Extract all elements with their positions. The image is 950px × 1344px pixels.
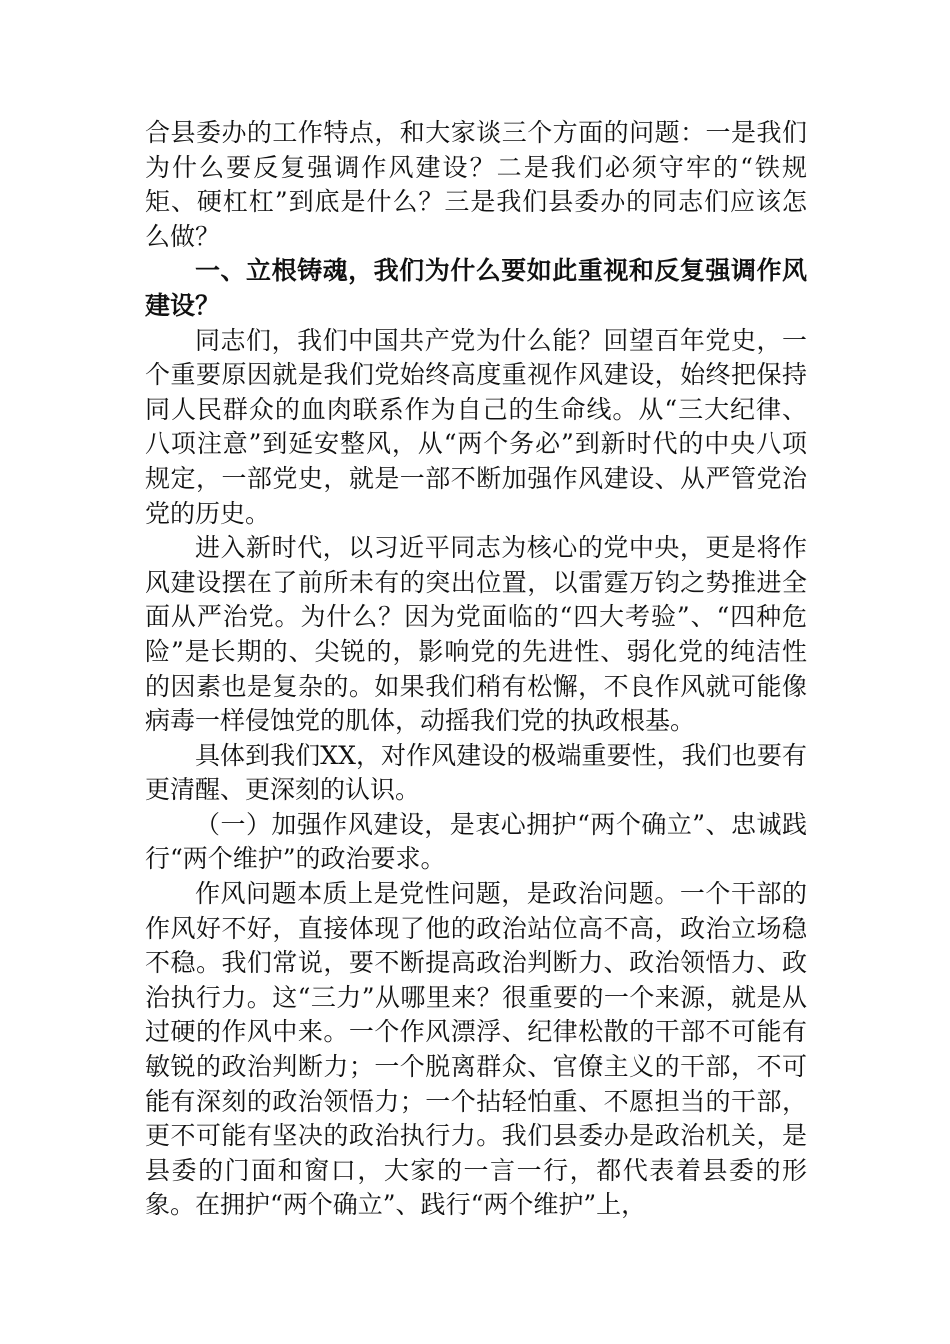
document-body bbox=[145, 116, 807, 1223]
body-paragraph: 同志们，我们中国共产党为什么能？回望百年党史，一个重要原因就是我们党始终高度重视作风建设，始终把保持同人民群众的血肉联系作为自己的生命线。从“三大纪律、八项注意”到延安整风，从“两个务必”到新时代的中央八项规定，一部党史，就是一部不断加强作风建设、从严管党治党的历史。 bbox=[145, 325, 807, 528]
body-paragraph: 作风问题本质上是党性问题，是政治问题。一个干部的作风好不好，直接体现了他的政治站位高不高，政治立场稳不稳。我们常说，要不断提高政治判断力、政治领悟力、政治执行力。这“三力”从哪里来？很重要的一个来源，就是从过硬的作风中来。一个作风漂浮、纪律松散的干部不可能有敏锐的政治判断力；一个脱离群众、官僚主义的干部，不可能有深刻的政治领悟力；一个拈轻怕重、不愿担当的干部，更不可能有坚决的政治执行力。我们县委办是政治机关，是县委的门面和窗口，大家的一言一行，都代表着县委的形象。在拥护“两个确立”、践行“两个维护”上， bbox=[145, 879, 807, 1220]
section-heading-1: 一、立根铸魂，我们为什么要如此重视和反复强调作风建设？ bbox=[145, 256, 807, 320]
body-paragraph: 进入新时代，以习近平同志为核心的党中央，更是将作风建设摆在了前所未有的突出位置，以雷霆万钧之势推进全面从严治党。为什么？因为党面临的“四大考验”、“四种危险”是长期的、尖锐的，影响党的先进性、弱化党的纯洁性的因素也是复杂的。如果我们稍有松懈，不良作风就可能像病毒一样侵蚀党的肌体，动摇我们党的执政根基。 bbox=[145, 533, 807, 736]
subsection-heading-1: （一）加强作风建设，是衷心拥护“两个确立”、忠诚践行“两个维护”的政治要求。 bbox=[145, 809, 807, 874]
body-paragraph: 具体到我们XX，对作风建设的极端重要性，我们也要有更清醒、更深刻的认识。 bbox=[145, 740, 807, 805]
intro-paragraph: 合县委办的工作特点，和大家谈三个方面的问题：一是我们为什么要反复强调作风建设？二是我们必须守牢的“铁规矩、硬杠杠”到底是什么？三是我们县委办的同志们应该怎么做？ bbox=[145, 118, 807, 251]
